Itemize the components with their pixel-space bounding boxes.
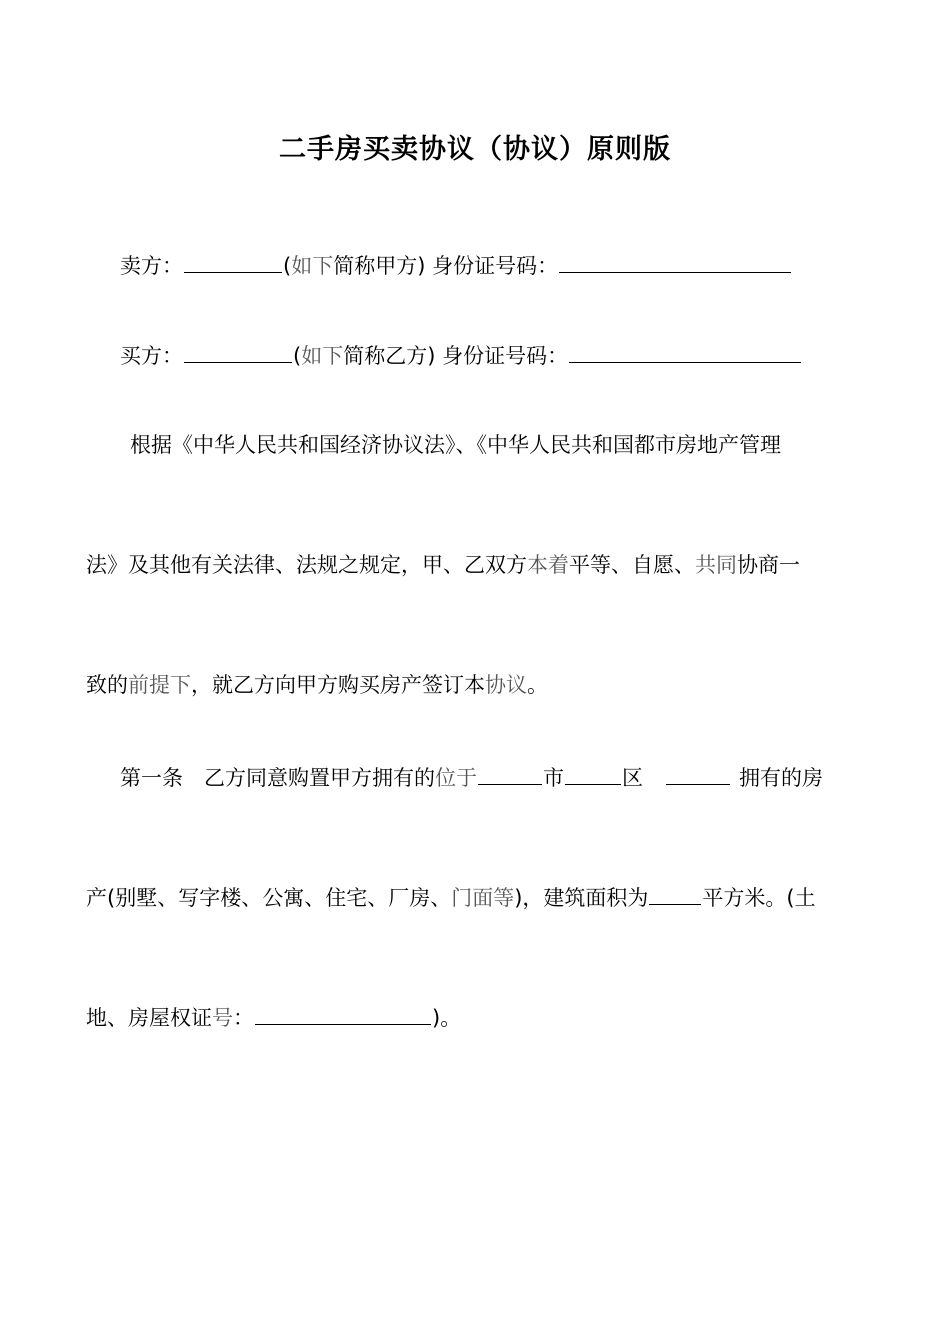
preamble-text: 协商一 — [737, 553, 800, 577]
preamble-text: 致的 — [86, 673, 128, 697]
preamble-line-3 — [86, 670, 548, 700]
seller-name-blank — [184, 250, 282, 273]
preamble-text-soft: 协议 — [485, 673, 527, 697]
seller-label: 卖方： — [120, 254, 183, 278]
article1-text: 拥有的房 — [739, 766, 823, 790]
document-title: 二手房买卖协议（协议）原则版 — [279, 134, 671, 165]
preamble-text-soft: 共同 — [695, 553, 737, 577]
article1-text: ： — [233, 1006, 254, 1030]
preamble-text-soft: 前提下 — [128, 673, 191, 697]
seller-alias-soft: 如下 — [291, 254, 334, 278]
article1-line-3 — [86, 1002, 461, 1033]
preamble-text: 平等、自愿、 — [569, 553, 695, 577]
area-blank — [649, 882, 701, 905]
article1-text: 平方米。(土 — [702, 886, 816, 910]
buyer-alias-rest: 简称乙方) 身份证号码： — [343, 344, 569, 368]
preamble-line-1: 根据《中华人民共和国经济协议法》、《中华人民共和国都市房地产管理 — [130, 433, 781, 457]
preamble-text: 。 — [527, 673, 548, 697]
seller-alias-rest: 简称甲方) 身份证号码： — [333, 254, 559, 278]
buyer-alias-open: ( — [293, 344, 302, 368]
buyer-label: 买方： — [120, 344, 183, 368]
seller-line — [120, 250, 792, 281]
buyer-id-blank — [569, 340, 801, 363]
article1-text: )，建筑面积为 — [514, 886, 649, 910]
buyer-line — [120, 340, 802, 371]
article1-text-soft: 位于 — [435, 766, 477, 790]
city-label: 市 — [543, 766, 564, 790]
article1-text-soft: 号 — [212, 1006, 233, 1030]
article1-line-2 — [86, 882, 816, 913]
certificate-number-blank — [255, 1002, 431, 1025]
seller-id-blank — [559, 250, 791, 273]
buyer-alias-soft: 如下 — [301, 344, 344, 368]
preamble-line-2 — [86, 550, 800, 580]
buyer-name-blank — [184, 340, 292, 363]
article1-text: 地、房屋权证 — [86, 1006, 212, 1030]
article1-text: 第一条 乙方同意购置甲方拥有的 — [120, 766, 435, 790]
article1-text-soft: 门面等 — [451, 886, 515, 910]
article1-text: 产(别墅、写字楼、公寓、住宅、厂房、 — [86, 886, 452, 910]
article1-text: )。 — [432, 1006, 462, 1030]
district-blank — [565, 762, 621, 785]
preamble-text: 法》及其他有关法律、法规之规定，甲、乙双方 — [86, 553, 527, 577]
preamble-text-soft: 本着 — [527, 553, 569, 577]
district-label: 区 — [622, 766, 643, 790]
seller-alias-open: ( — [283, 254, 292, 278]
location-blank — [666, 762, 730, 785]
city-blank — [478, 762, 542, 785]
preamble-text: ，就乙方向甲方购买房产签订本 — [191, 673, 485, 697]
article1-line-1 — [120, 762, 823, 793]
